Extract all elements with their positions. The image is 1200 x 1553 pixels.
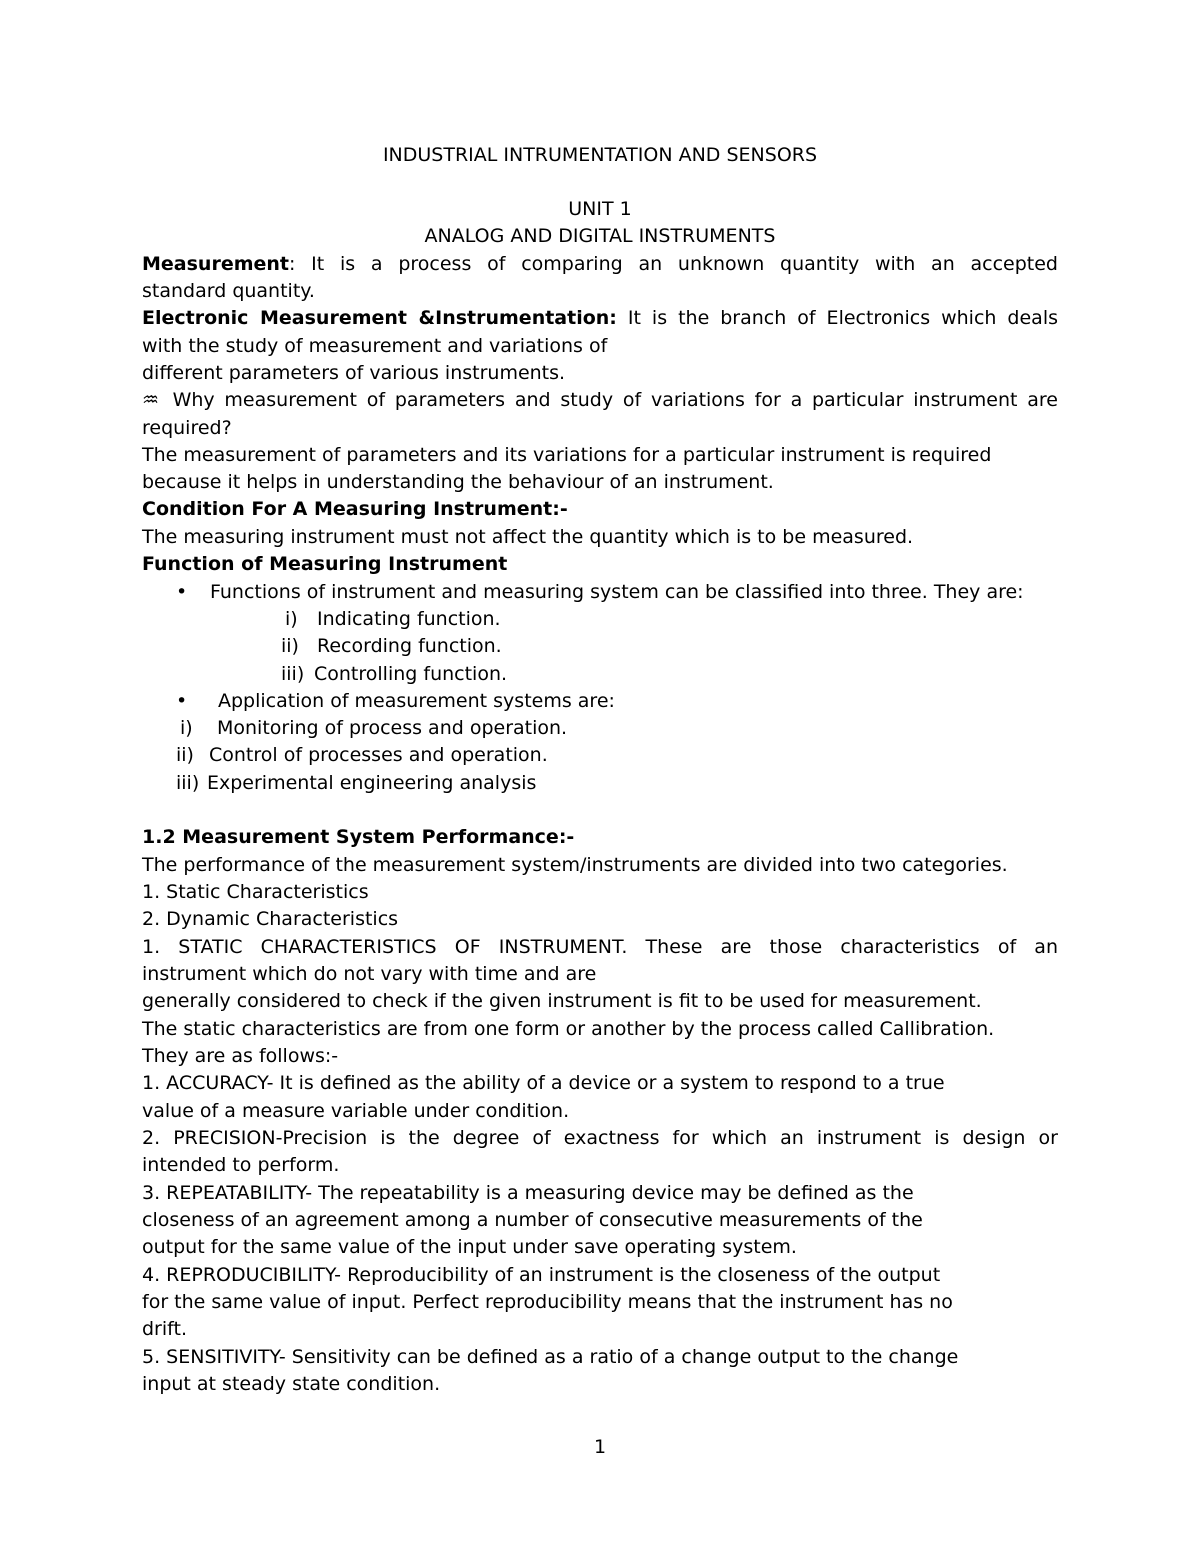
condition-text: The measuring instrument must not affect the quantity which is to be measured. — [142, 526, 914, 548]
application-item: Monitoring of process and operation. — [217, 717, 568, 739]
emi-definition — [142, 306, 1058, 330]
application-num: i) — [180, 717, 193, 739]
static-line-3: generally considered to check if the given instrument is fit to be used for measurement. — [142, 990, 982, 1012]
static-line-2: instrument which do not vary with time and are — [142, 963, 597, 985]
function-num: iii) — [281, 663, 305, 685]
emi-def-line-3: different parameters of various instruments. — [142, 362, 566, 384]
static-line-4: The static characteristics are from one form or another by the process called Callibration. — [142, 1018, 995, 1040]
accuracy-line-1: 1. ACCURACY- It is defined as the ability of a device or a system to respond to a true — [142, 1072, 945, 1094]
function-item: Indicating function. — [317, 608, 501, 630]
applications-intro: Application of measurement systems are: — [218, 690, 615, 712]
repeatability-line-2: closeness of an agreement among a number of consecutive measurements of the — [142, 1209, 923, 1231]
function-num: i) — [285, 608, 298, 630]
application-num: ii) — [176, 744, 194, 766]
answer-line-2: because it helps in understanding the behaviour of an instrument. — [142, 471, 774, 493]
function-num: ii) — [281, 635, 299, 657]
repeatability-line-3: output for the same value of the input under save operating system. — [142, 1236, 797, 1258]
precision-line-1: 2. PRECISION-Precision is the degree of exactness for which an instrument is design or — [142, 1127, 1058, 1149]
measurement-def-line-2: standard quantity. — [142, 280, 315, 302]
measurement-definition — [142, 252, 1058, 276]
accuracy-line-2: value of a measure variable under condition. — [142, 1100, 570, 1122]
reproducibility-line-3: drift. — [142, 1318, 187, 1340]
precision-line-2: intended to perform. — [142, 1154, 340, 1176]
performance-intro: The performance of the measurement system/instruments are divided into two categories. — [142, 854, 1008, 876]
answer-line-1: The measurement of parameters and its variations for a particular instrument is required — [142, 444, 992, 466]
condition-heading: Condition For A Measuring Instrument:- — [142, 498, 568, 520]
reproducibility-line-1: 4. REPRODUCIBILITY- Reproducibility of an instrument is the closeness of the output — [142, 1264, 941, 1286]
measurement-term: Measurement — [142, 253, 289, 275]
measurement-def-text: : It is a process of comparing an unknown quantity with an accepted — [289, 253, 1058, 275]
application-item: Control of processes and operation. — [209, 744, 548, 766]
why-question-text: Why measurement of parameters and study of variations for a particular instrument are — [162, 389, 1058, 411]
application-item: Experimental engineering analysis — [207, 772, 537, 794]
function-heading: Function of Measuring Instrument — [142, 553, 508, 575]
unit-title: ANALOG AND DIGITAL INSTRUMENTS — [424, 225, 776, 247]
category-item: 1. Static Characteristics — [142, 881, 369, 903]
function-item: Recording function. — [317, 635, 502, 657]
application-num: iii) — [176, 772, 200, 794]
bullet-icon: • — [176, 581, 188, 603]
emi-term: Electronic Measurement &Instrumentation: — [142, 307, 617, 329]
emi-def-line-2: with the study of measurement and variations of — [142, 335, 608, 357]
function-item: Controlling function. — [314, 663, 508, 685]
unit-label: UNIT 1 — [568, 198, 632, 220]
category-item: 2. Dynamic Characteristics — [142, 908, 399, 930]
static-line-5: They are as follows:- — [142, 1045, 339, 1067]
aquarius-icon: ♒ — [142, 389, 163, 411]
document-title: INDUSTRIAL INTRUMENTATION AND SENSORS — [382, 144, 818, 166]
reproducibility-line-2: for the same value of input. Perfect reproducibility means that the instrument has no — [142, 1291, 953, 1313]
why-question-line-2: required? — [142, 417, 232, 439]
repeatability-line-1: 3. REPEATABILITY- The repeatability is a measuring device may be defined as the — [142, 1182, 914, 1204]
why-question — [142, 388, 1058, 412]
functions-intro: Functions of instrument and measuring system can be classified into three. They are: — [210, 581, 1024, 603]
sensitivity-line-2: input at steady state condition. — [142, 1373, 441, 1395]
page-number: 1 — [593, 1436, 607, 1458]
sensitivity-line-1: 5. SENSITIVITY- Sensitivity can be defined as a ratio of a change output to the change — [142, 1346, 959, 1368]
bullet-icon: • — [176, 690, 188, 712]
static-line-1: 1. STATIC CHARACTERISTICS OF INSTRUMENT. These are those characteristics of an — [142, 936, 1058, 958]
emi-def-text: It is the branch of Electronics which deals — [616, 307, 1058, 329]
performance-heading: 1.2 Measurement System Performance:- — [142, 826, 575, 848]
